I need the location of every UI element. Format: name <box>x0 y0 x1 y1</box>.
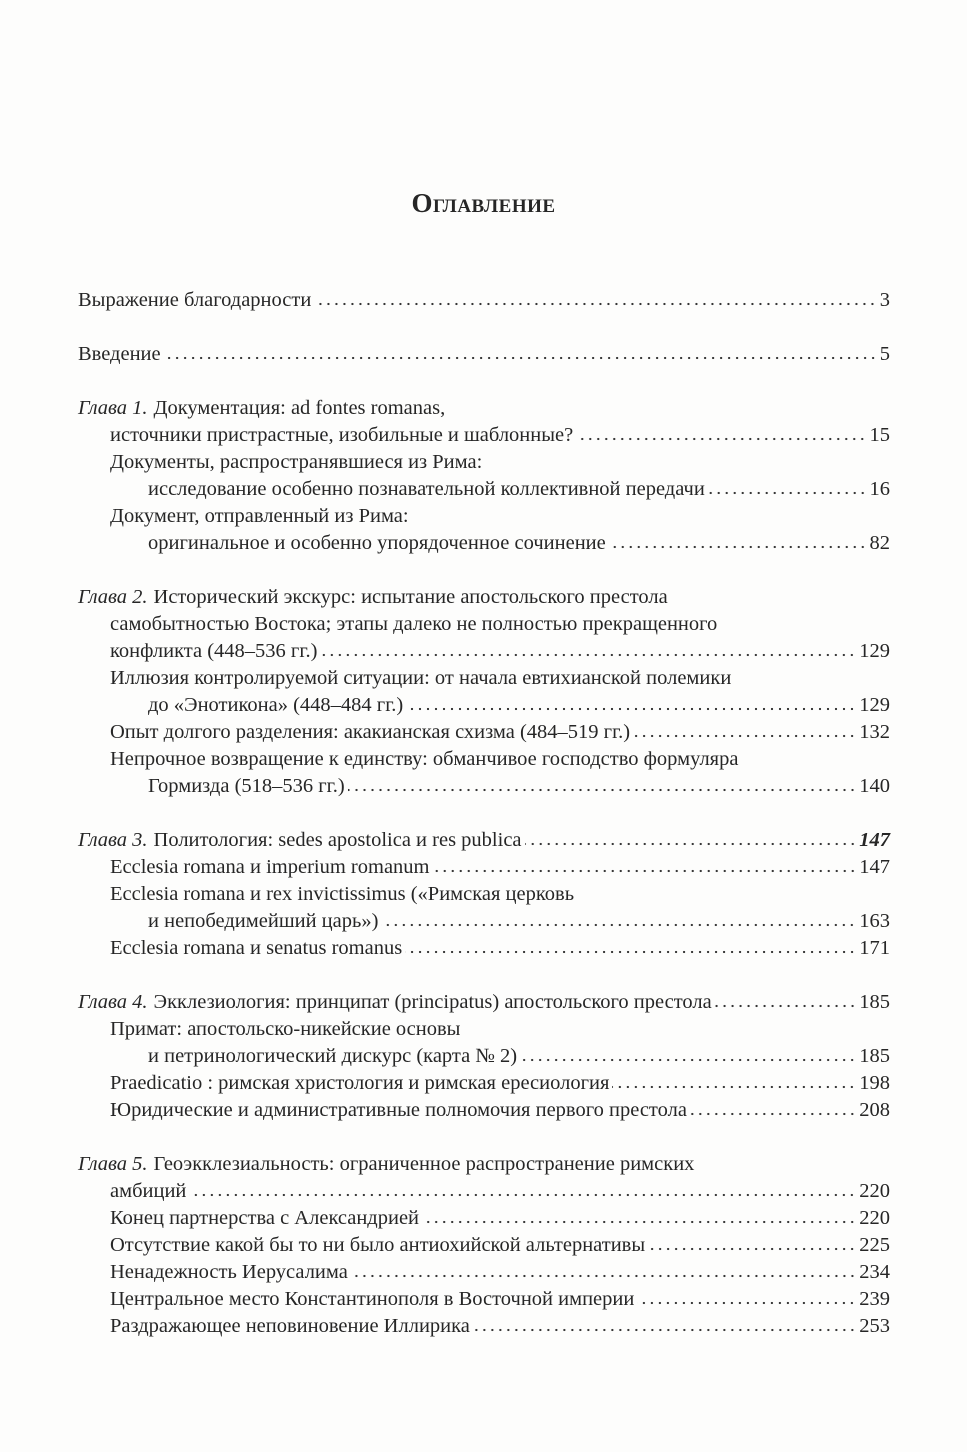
page-number: 82 <box>869 532 890 554</box>
toc-entry-line <box>78 611 890 638</box>
toc-chapter-entry[interactable] <box>78 341 890 368</box>
toc-entry-line <box>78 827 890 854</box>
toc-entry-line <box>78 287 890 314</box>
toc-chapter-entry[interactable] <box>78 584 890 665</box>
entry-title-text: Центральное место Константинополя в Восточной империи <box>110 1288 635 1310</box>
page-number: 3 <box>879 289 890 311</box>
entry-title-text: Ecclesia romana и imperium romanum <box>110 856 430 878</box>
entry-title-text: Выражение благодарности <box>78 289 312 311</box>
toc-subsection-entry[interactable] <box>78 1097 890 1124</box>
entry-title-text: конфликта (448–536 гг.) <box>110 640 318 662</box>
toc-chapter-entry[interactable] <box>78 827 890 854</box>
toc-section <box>78 989 890 1124</box>
entry-title-text: Гормизда (518–536 гг.) <box>148 775 345 797</box>
chapter-label: Глава 3. <box>78 829 148 851</box>
toc-subsection-entry[interactable] <box>78 719 890 746</box>
toc-entry-line <box>78 449 890 476</box>
toc-entry-line <box>78 395 890 422</box>
dot-leader <box>648 1247 856 1251</box>
entry-title-text: самобытностью Востока; этапы далеко не полностью прекращенного <box>110 613 718 635</box>
page-number: 220 <box>859 1180 890 1202</box>
dot-leader <box>406 707 856 711</box>
page-number: 239 <box>859 1288 890 1310</box>
entry-title-text: Экклезиология: принципат (principatus) апостольского престола <box>153 991 712 1013</box>
page-number: 171 <box>859 937 890 959</box>
dot-leader <box>708 491 867 495</box>
toc-entry-line <box>78 854 890 881</box>
entry-title-text: источники пристрастные, изобильные и шаблонные? <box>110 424 574 446</box>
toc-entry-line <box>78 1016 890 1043</box>
toc-entry-line <box>78 476 890 503</box>
toc-subsection-entry[interactable] <box>78 881 890 935</box>
page-number: 185 <box>859 991 890 1013</box>
dot-leader <box>525 842 857 846</box>
dot-leader <box>164 356 877 360</box>
dot-leader <box>612 1085 856 1089</box>
entry-title-text: и непобедимейший царь») <box>148 910 379 932</box>
toc-entry-line <box>78 665 890 692</box>
toc-entry-line <box>78 1259 890 1286</box>
toc-entry-line <box>78 1097 890 1124</box>
toc-section <box>78 827 890 962</box>
toc-section <box>78 287 890 314</box>
page-number: 147 <box>859 856 890 878</box>
toc-entry-line <box>78 1043 890 1070</box>
entry-title-text: Ecclesia romana и senatus romanus <box>110 937 403 959</box>
toc-entry-line <box>78 503 890 530</box>
toc-subsection-entry[interactable] <box>78 1016 890 1070</box>
toc-entry-line <box>78 1070 890 1097</box>
table-of-contents <box>78 287 890 1367</box>
entry-title-text: и петринологический дискурс (карта № 2) <box>148 1045 518 1067</box>
page-number: 234 <box>859 1261 890 1283</box>
toc-chapter-entry[interactable] <box>78 287 890 314</box>
toc-entry-line <box>78 1313 890 1340</box>
toc-entry-line <box>78 908 890 935</box>
toc-entry-line <box>78 1232 890 1259</box>
entry-title-text: Непрочное возвращение к единству: обманчивое господство формуляра <box>110 748 739 770</box>
entry-title-text: Исторический экскурс: испытание апостольского престола <box>153 586 668 608</box>
toc-entry-line <box>78 1286 890 1313</box>
toc-chapter-entry[interactable] <box>78 1151 890 1205</box>
entry-title-text: Praedicatio : римская христология и римская ересиология <box>110 1072 610 1094</box>
toc-entry-line <box>78 746 890 773</box>
page-number: 16 <box>869 478 890 500</box>
chapter-label: Глава 1. <box>78 397 148 419</box>
entry-title-text: Иллюзия контролируемой ситуации: от начала евтихианской полемики <box>110 667 732 689</box>
dot-leader <box>351 1274 856 1278</box>
page-number: 5 <box>879 343 890 365</box>
toc-section <box>78 395 890 557</box>
page-number: 132 <box>859 721 890 743</box>
entry-title-text: Геоэкклезиальность: ограниченное распространение римских <box>153 1153 695 1175</box>
toc-entry-line <box>78 1151 890 1178</box>
page-number: 220 <box>859 1207 890 1229</box>
dot-leader <box>609 545 867 549</box>
dot-leader <box>348 788 857 792</box>
entry-title-text: до «Энотикона» (448–484 гг.) <box>148 694 404 716</box>
dot-leader <box>405 950 856 954</box>
entry-title-text: Примат: апостольско-никейские основы <box>110 1018 461 1040</box>
chapter-label: Глава 4. <box>78 991 148 1013</box>
entry-title-text: амбиций <box>110 1180 187 1202</box>
toc-subsection-entry[interactable] <box>78 1232 890 1259</box>
toc-subsection-entry[interactable] <box>78 935 890 962</box>
toc-subsection-entry[interactable] <box>78 1205 890 1232</box>
dot-leader <box>576 437 866 441</box>
entry-title-text: Отсутствие какой бы то ни было антиохийской альтернативы <box>110 1234 646 1256</box>
toc-section <box>78 341 890 368</box>
toc-entry-line <box>78 1205 890 1232</box>
page-number: 129 <box>859 640 890 662</box>
toc-entry-line <box>78 584 890 611</box>
page-number: 185 <box>859 1045 890 1067</box>
page-number: 253 <box>859 1315 890 1337</box>
dot-leader <box>433 869 857 873</box>
toc-subsection-entry[interactable] <box>78 665 890 719</box>
dot-leader <box>637 1301 856 1305</box>
dot-leader <box>633 734 856 738</box>
entry-title-text: Документация: ad fontes romanas, <box>153 397 446 419</box>
entry-title-text: Ecclesia romana и rex invictissimus («Римская церковь <box>110 883 575 905</box>
page-number: 163 <box>859 910 890 932</box>
entry-title-text: Ненадежность Иерусалима <box>110 1261 348 1283</box>
page-number: 225 <box>859 1234 890 1256</box>
entry-title-text: Введение <box>78 343 161 365</box>
dot-leader <box>189 1193 856 1197</box>
entry-title-text: Конец партнерства с Александрией <box>110 1207 420 1229</box>
dot-leader <box>320 653 856 657</box>
toc-subsection-entry[interactable] <box>78 1286 890 1313</box>
toc-subsection-entry[interactable] <box>78 1070 890 1097</box>
toc-entry-line <box>78 638 890 665</box>
dot-leader <box>422 1220 856 1224</box>
toc-subsection-entry[interactable] <box>78 1313 890 1340</box>
dot-leader <box>520 1058 856 1062</box>
dot-leader <box>715 1004 857 1008</box>
chapter-label: Глава 2. <box>78 586 148 608</box>
entry-title-text: Документы, распространявшиеся из Рима: <box>110 451 483 473</box>
entry-title-text: Опыт долгого разделения: акакианская схизма (484–519 гг.) <box>110 721 631 743</box>
page-number: 140 <box>859 775 890 797</box>
toc-entry-line <box>78 881 890 908</box>
dot-leader <box>690 1112 856 1116</box>
entry-title-text: Документ, отправленный из Рима: <box>110 505 409 527</box>
toc-section <box>78 584 890 800</box>
entry-title-text: оригинальное и особенно упорядоченное сочинение <box>148 532 606 554</box>
dot-leader <box>314 302 876 306</box>
toc-entry-line <box>78 422 890 449</box>
page-number: 198 <box>859 1072 890 1094</box>
toc-entry-line <box>78 1178 890 1205</box>
page-number: 129 <box>859 694 890 716</box>
toc-chapter-entry[interactable] <box>78 395 890 449</box>
page-number: 208 <box>859 1099 890 1121</box>
toc-subsection-entry[interactable] <box>78 449 890 503</box>
entry-title-text: Юридические и административные полномочия первого престола <box>110 1099 687 1121</box>
toc-entry-line <box>78 773 890 800</box>
dot-leader <box>473 1328 856 1332</box>
toc-subsection-entry[interactable] <box>78 503 890 557</box>
page-number: 147 <box>859 829 890 851</box>
chapter-label: Глава 5. <box>78 1153 148 1175</box>
toc-chapter-entry[interactable] <box>78 989 890 1016</box>
toc-subsection-entry[interactable] <box>78 746 890 800</box>
toc-entry-line <box>78 989 890 1016</box>
toc-entry-line <box>78 692 890 719</box>
toc-entry-line <box>78 935 890 962</box>
toc-subsection-entry[interactable] <box>78 854 890 881</box>
dot-leader <box>381 923 856 927</box>
toc-entry-line <box>78 341 890 368</box>
toc-section <box>78 1151 890 1340</box>
page-number: 15 <box>869 424 890 446</box>
toc-subsection-entry[interactable] <box>78 1259 890 1286</box>
toc-entry-line <box>78 530 890 557</box>
entry-title-text: Политология: sedes apostolica и res publica <box>153 829 522 851</box>
toc-entry-line <box>78 719 890 746</box>
entry-title-text: исследование особенно познавательной коллективной передачи <box>148 478 705 500</box>
page-title: Оглавление <box>411 188 556 219</box>
entry-title-text: Раздражающее неповиновение Иллирика <box>110 1315 470 1337</box>
